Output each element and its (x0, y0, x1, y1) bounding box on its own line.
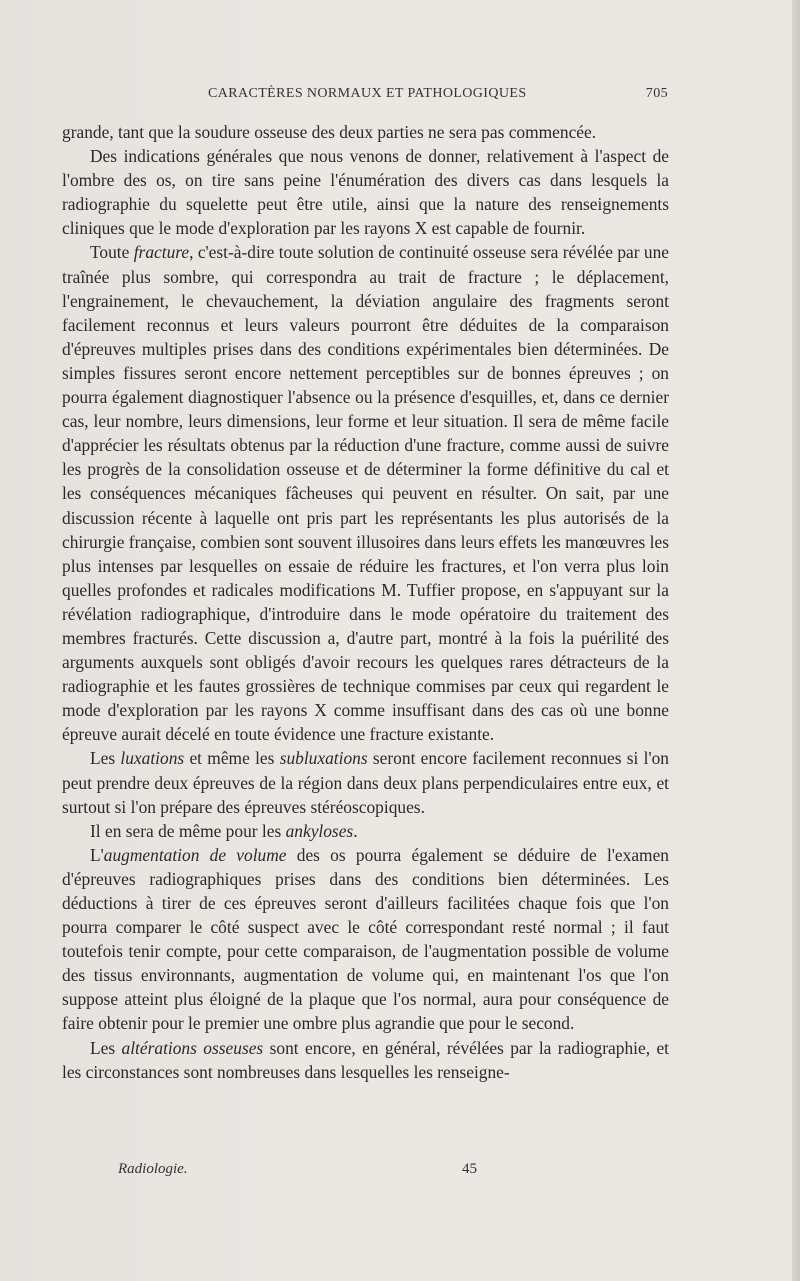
paragraph-2: Des indications générales que nous venons de donner, relativement à l'aspect de l'ombre des os, on tire sans peine l'énumération des divers cas dans lesquels la radiographie du squelette peut être utile, ainsi que la nature des renseignements cliniques que le mode d'exploration par les rayons X est capable de fournir. (62, 146, 669, 239)
paragraph-volume (62, 843, 669, 1036)
running-title: CARACTÈRES NORMAUX ET PATHOLOGIQUES (208, 86, 527, 101)
paragraph-luxations (62, 746, 669, 818)
page-number: 705 (645, 86, 668, 101)
p6-rest: des os pourra également se déduire de l'examen d'épreuves radiographiques prises dans des conditions bien déterminées. Les déductions à tirer de ces épreuves seront d'ailleurs facilitées chaque fois que l'on pourra comparer le côté suspect avec le côté correspondant resté normal ; il faut toutefois tenir compte, pour cette comparaison, de l'augmentation possible de volume des tissus environnants, augmentation de volume qui, en maintenant l'os que l'on suppose atteint plus éloigné de la plaque que l'os normal, aura pour conséquence de faire obtenir pour le premier une ombre plus agrandie que pour le second. (62, 844, 669, 1034)
p4-lead: Les (90, 748, 121, 769)
p7-lead: Les (90, 1037, 122, 1058)
p3-rest: , c'est-à-dire toute solution de continuité osseuse sera révélée par une traînée plus sombre, qui correspondra au trait de fracture ; le déplacement, l'engrainement, le chevauchement, la déviation angulaire des fragments seront facilement reconnus et leurs valeurs pourront être déduites de la comparaison d'épreuves multiples prises dans des conditions expérimentales bien déterminées. De simples fissures seront encore nettement perceptibles sur de bonnes épreuves ; on pourra également diagnostiquer l'absence ou la présence d'esquilles, et, dans ce dernier cas, leur nombre, leurs dimensions, leur forme et leur situation. Il sera de même facile d'apprécier les résultats obtenus par la réduction d'une fracture, comme aussi de suivre les progrès de la consolidation osseuse et de déterminer la forme définitive du cal et les conséquences mécaniques fâcheuses qui peuvent en résulter. On sait, par une discussion récente à laquelle ont pris part les représentants les plus autorisés de la chirurgie française, combien sont souvent illusoires dans leurs effets les manœuvres les plus intenses par lesquelles on essaie de réduire les fractures, et l'on verra plus loin quelles profondes et radicales modifications M. Tuffier propose, en s'appuyant sur la révélation radiographique, d'introduire dans le mode opératoire du traitement des membres fracturés. Cette discussion a, d'autre part, montré à la fois la puérilité des arguments auxquels sont obligés d'avoir recours les quelques rares détracteurs de la radiographie et les fautes grossières de technique commises par ceux qui regardent le mode d'exploration par les rayons X comme insuffisant dans des cas où une bonne épreuve aurait décelé en toute évidence une fracture existante. (62, 242, 669, 745)
term-luxations: luxations (120, 748, 185, 769)
body-text (62, 120, 669, 1084)
term-augmentation: augmentation de volume (103, 844, 287, 865)
paragraph-1: grande, tant que la soudure osseuse des deux parties ne sera pas commencée. (62, 122, 597, 142)
p6-lead: L' (90, 844, 104, 865)
p5-lead: Il en sera de même pour les (90, 820, 286, 841)
paragraph-ankyloses (62, 819, 669, 843)
term-alterations: altérations osseuses (121, 1037, 264, 1058)
term-fracture: fracture (133, 242, 190, 263)
page-edge (792, 0, 800, 1281)
p7-rest: sont encore, en général, révélées par la radiographie, et les circonstances sont nombreuses dans lesquelles les renseigne- (62, 1037, 669, 1082)
p3-lead: Toute (90, 242, 134, 263)
paragraph-fractures (62, 240, 669, 746)
sheet-number: 45 (462, 1161, 477, 1177)
signature-mark: Radiologie. (118, 1161, 188, 1177)
p4-mid: et même les (184, 748, 280, 769)
p4-rest: seront encore facilement reconnues si l'on peut prendre deux épreuves de la région dans deux plans perpendiculaires entre eux, et surtout si l'on prépare des épreuves stéréoscopiques. (62, 748, 669, 817)
term-ankyloses: ankyloses (285, 820, 354, 841)
term-subluxations: subluxations (279, 748, 368, 769)
p5-rest: . (353, 820, 358, 841)
paragraph-alterations (62, 1036, 669, 1084)
